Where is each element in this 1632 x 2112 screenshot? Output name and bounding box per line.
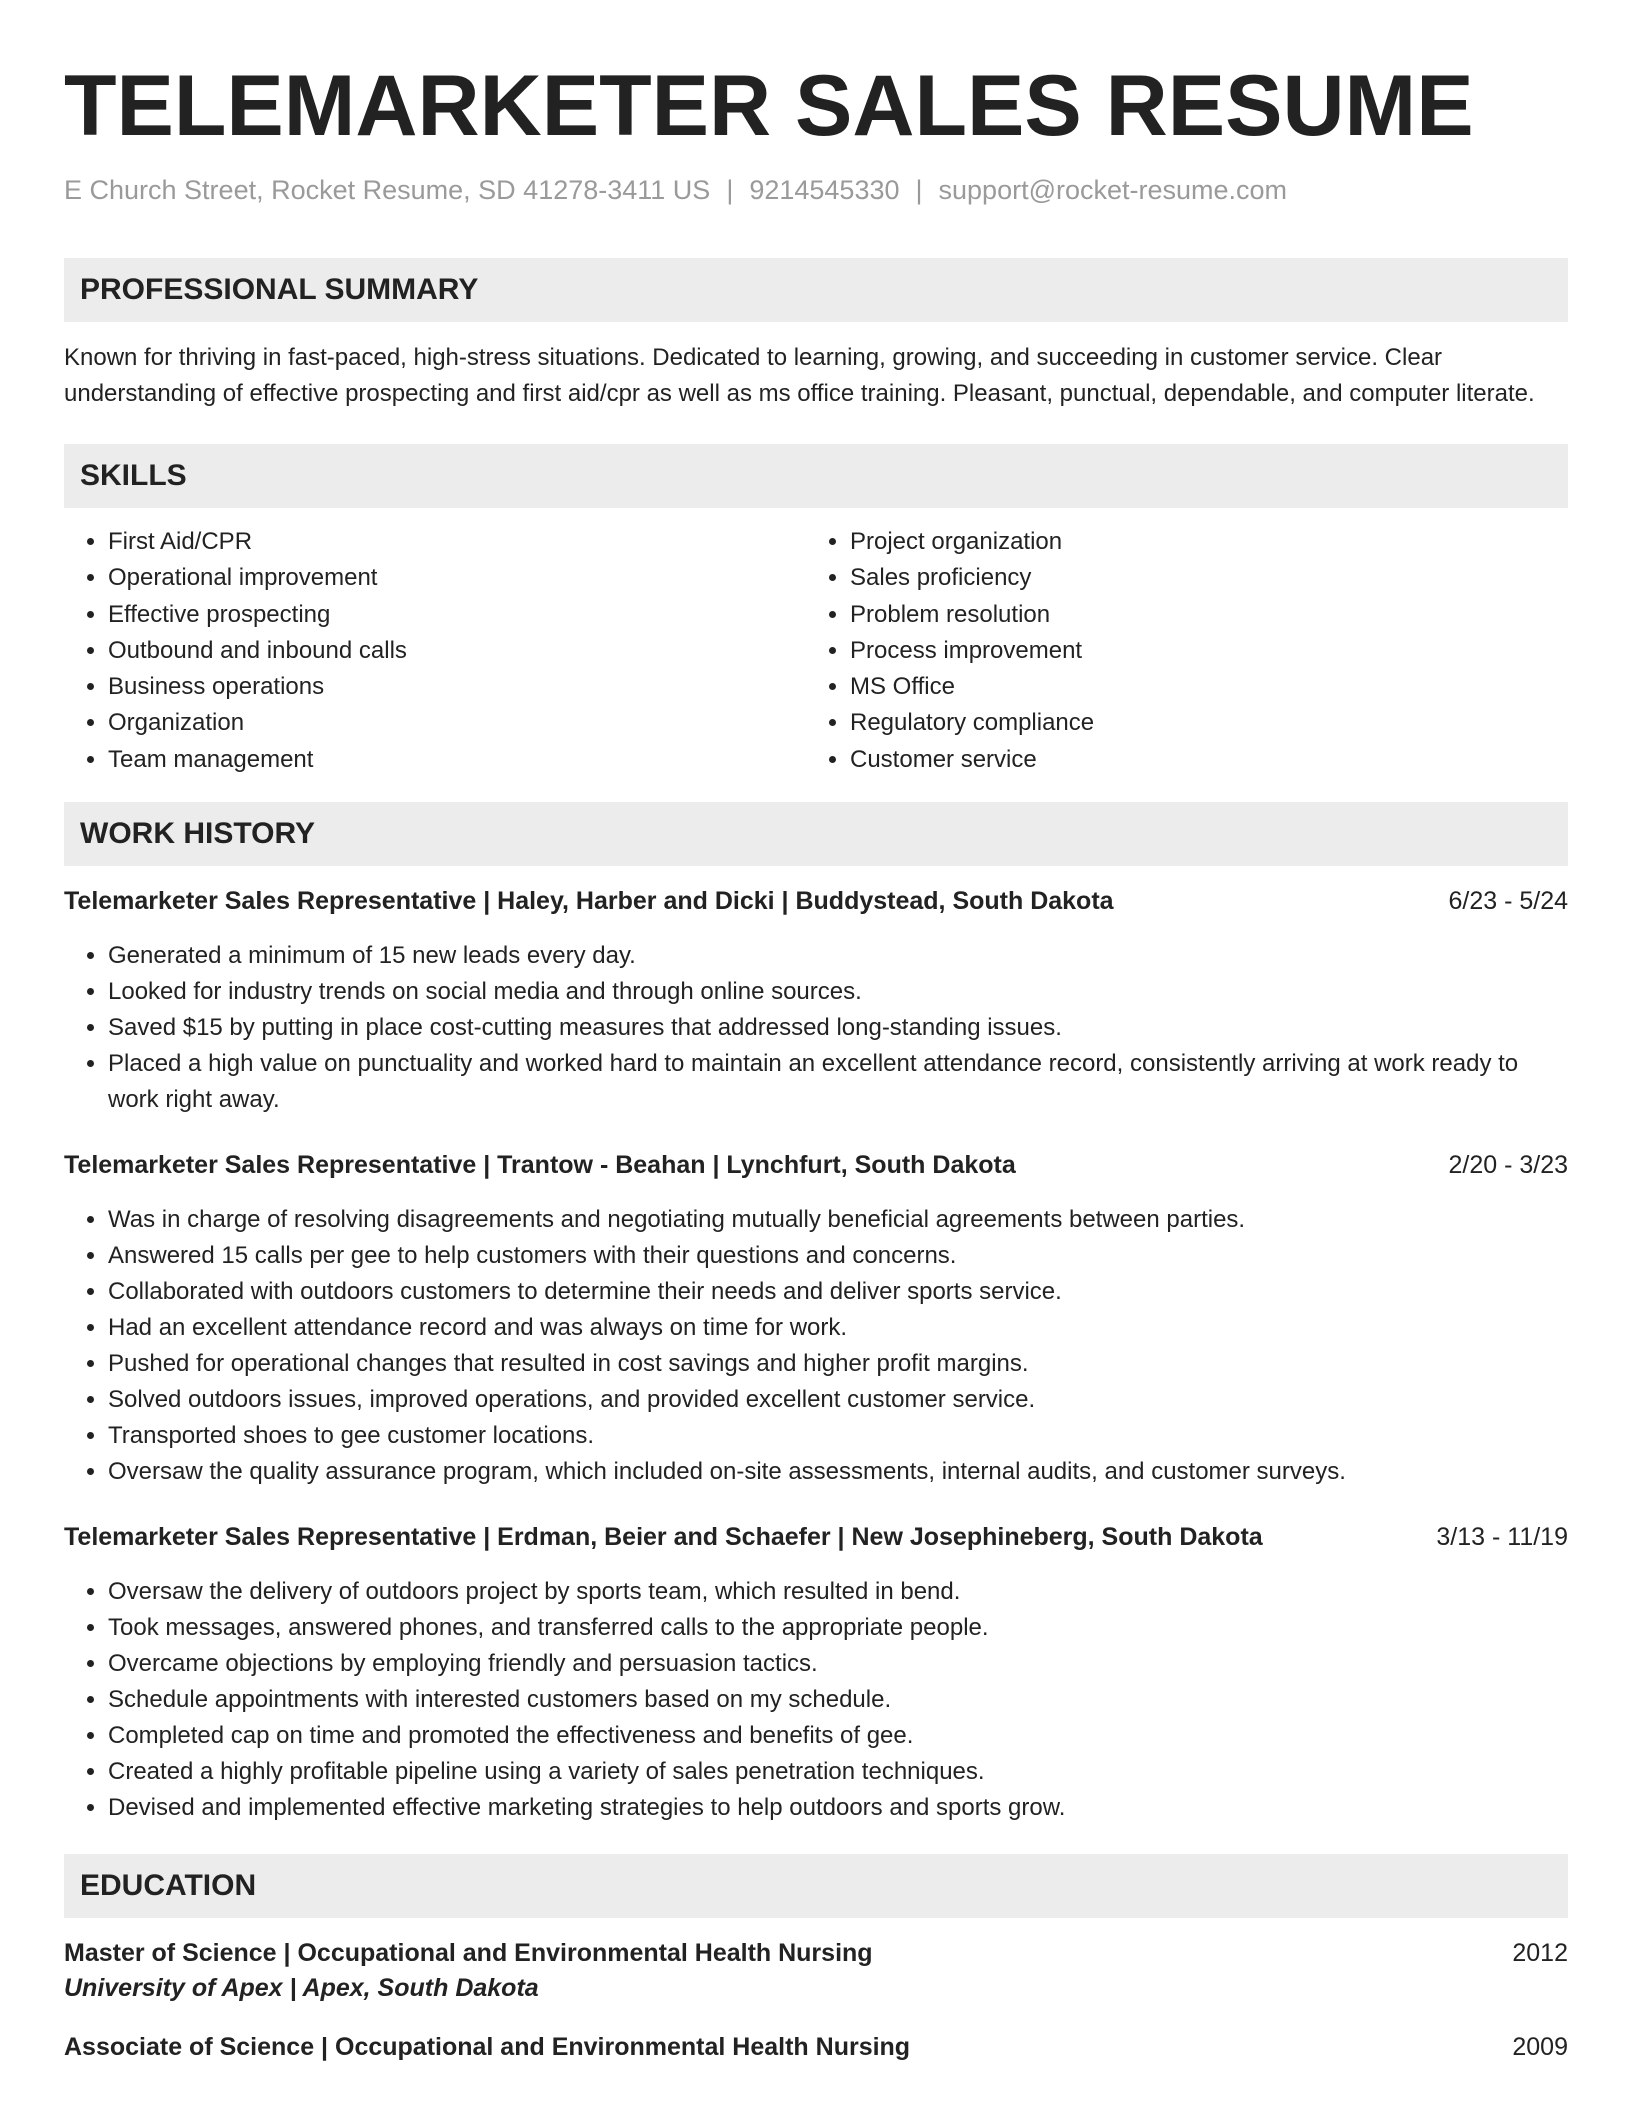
skill-item: • Problem resolution [850, 597, 1548, 633]
degree: Associate of Science | Occupational and Environmental Health Nursing [64, 2033, 911, 2062]
contact-email: support@rocket-resume.com [938, 175, 1288, 205]
job-bullets [64, 1574, 1568, 1826]
skill-item: • Outbound and inbound calls [108, 633, 806, 669]
skill-item: • Sales proficiency [850, 560, 1548, 596]
education-header [64, 2030, 1568, 2064]
job-bullet: • Generated a minimum of 15 new leads every day. [108, 938, 1568, 974]
job-bullet: • Had an excellent attendance record and was always on time for work. [108, 1310, 1568, 1346]
skill-item: • Organization [108, 705, 806, 741]
skill-item: • Team management [108, 742, 806, 778]
skill-item: • First Aid/CPR [108, 524, 806, 560]
job-title: Telemarketer Sales Representative | Erdman, Beier and Schaefer | New Josephineberg, South Dakota [64, 1523, 1263, 1552]
job-header [64, 1148, 1568, 1182]
education-entry [64, 2030, 1568, 2064]
job-bullet: • Took messages, answered phones, and transferred calls to the appropriate people. [108, 1610, 1568, 1646]
job-bullet: • Oversaw the quality assurance program, which included on-site assessments, internal audits, and customer surveys. [108, 1454, 1568, 1490]
job-entry [64, 884, 1568, 1118]
job-bullet: • Overcame objections by employing friendly and persuasion tactics. [108, 1646, 1568, 1682]
job-bullet: • Schedule appointments with interested customers based on my schedule. [108, 1682, 1568, 1718]
education-year: 2009 [1512, 2033, 1568, 2062]
job-bullet: • Solved outdoors issues, improved operations, and provided excellent customer service. [108, 1382, 1568, 1418]
job-dates: 6/23 - 5/24 [1448, 887, 1568, 916]
degree: Master of Science | Occupational and Environmental Health Nursing [64, 1939, 873, 1968]
job-dates: 3/13 - 11/19 [1436, 1523, 1568, 1552]
job-bullet: • Devised and implemented effective marketing strategies to help outdoors and sports grow. [108, 1790, 1568, 1826]
skill-item: • Regulatory compliance [850, 705, 1548, 741]
contact-separator: | [726, 175, 734, 205]
contact-phone: 9214545330 [749, 175, 900, 205]
resume-title: TELEMARKETER SALES RESUME [64, 58, 1474, 154]
job-bullets [64, 1202, 1568, 1490]
section-heading-summary: PROFESSIONAL SUMMARY [64, 258, 1568, 322]
school: University of Apex | Apex, South Dakota [64, 1974, 539, 2003]
job-header [64, 1520, 1568, 1554]
skill-item: • Project organization [850, 524, 1548, 560]
job-bullet: • Created a highly profitable pipeline using a variety of sales penetration techniques. [108, 1754, 1568, 1790]
job-bullet: • Completed cap on time and promoted the effectiveness and benefits of gee. [108, 1718, 1568, 1754]
skills-column-left [64, 524, 806, 778]
job-bullet: • Saved $15 by putting in place cost-cutting measures that addressed long-standing issues. [108, 1010, 1568, 1046]
contact-separator: | [915, 175, 923, 205]
skills-column-right [806, 524, 1548, 778]
contact-address: E Church Street, Rocket Resume, SD 41278-3411 US [64, 175, 711, 205]
skills-list [64, 524, 1568, 778]
skill-item: • Customer service [850, 742, 1548, 778]
section-heading-education: EDUCATION [64, 1854, 1568, 1918]
job-header [64, 884, 1568, 918]
summary-text: Known for thriving in fast-paced, high-stress situations. Dedicated to learning, growing, and succeeding in customer service. Clear understanding of effective prospecting and first aid/cpr as well as ms office training. Pleasant, punctual, dependable, and computer literate. [64, 344, 1535, 407]
job-bullet: • Oversaw the delivery of outdoors project by sports team, which resulted in bend. [108, 1574, 1568, 1610]
skill-item: • Effective prospecting [108, 597, 806, 633]
section-heading-work-history: WORK HISTORY [64, 802, 1568, 866]
job-bullet: • Collaborated with outdoors customers to determine their needs and deliver sports service. [108, 1274, 1568, 1310]
job-title: Telemarketer Sales Representative | Trantow - Beahan | Lynchfurt, South Dakota [64, 1151, 1016, 1180]
job-entry [64, 1148, 1568, 1490]
job-bullet: • Looked for industry trends on social media and through online sources. [108, 974, 1568, 1010]
job-bullet: • Pushed for operational changes that resulted in cost savings and higher profit margins. [108, 1346, 1568, 1382]
education-year: 2012 [1512, 1939, 1568, 1968]
section-heading-skills: SKILLS [64, 444, 1568, 508]
skill-item: • Process improvement [850, 633, 1548, 669]
job-bullet: • Was in charge of resolving disagreements and negotiating mutually beneficial agreements between parties. [108, 1202, 1568, 1238]
contact-line [64, 174, 1568, 206]
job-dates: 2/20 - 3/23 [1448, 1151, 1568, 1180]
skill-item: • Operational improvement [108, 560, 806, 596]
skill-item: • MS Office [850, 669, 1548, 705]
job-bullets [64, 938, 1568, 1118]
job-bullet: • Placed a high value on punctuality and worked hard to maintain an excellent attendance record, consistently arriving at work ready to work right away. [108, 1046, 1568, 1118]
education-entry [64, 1936, 1568, 2006]
skill-item: • Business operations [108, 669, 806, 705]
job-title: Telemarketer Sales Representative | Haley, Harber and Dicki | Buddystead, South Dakota [64, 887, 1114, 916]
job-bullet: • Answered 15 calls per gee to help customers with their questions and concerns. [108, 1238, 1568, 1274]
education-header [64, 1936, 1568, 1970]
job-entry [64, 1520, 1568, 1826]
job-bullet: • Transported shoes to gee customer locations. [108, 1418, 1568, 1454]
